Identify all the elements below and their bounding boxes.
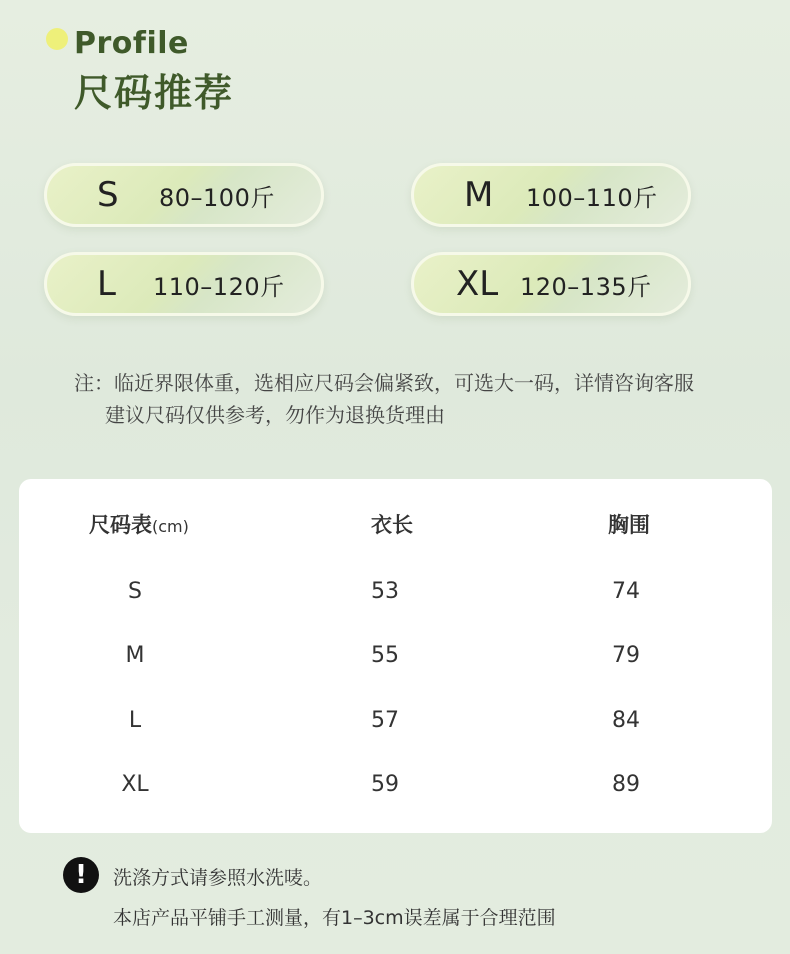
pill-size-label: XL <box>456 264 499 304</box>
row-size: XL <box>121 772 149 797</box>
row-size: S <box>128 579 142 604</box>
size-pill-l <box>44 252 324 316</box>
header-chest: 胸围 <box>608 513 650 537</box>
note-line-1: 注：临近界限体重，选相应尺码会偏紧致，可选大一码，详情咨询客服 <box>74 371 694 395</box>
size-pill-xl <box>411 252 691 316</box>
size-note <box>74 367 694 431</box>
pill-size-label: L <box>97 264 116 304</box>
wash-instruction: 洗涤方式请参照水洗唛。 <box>113 867 323 889</box>
row-length: 53 <box>371 579 399 604</box>
note-line-2: 建议尺码仅供参考，勿作为退换货理由 <box>105 403 445 427</box>
row-chest: 74 <box>612 579 640 604</box>
row-chest: 79 <box>612 643 640 668</box>
pill-weight-range: 110–120斤 <box>153 272 285 301</box>
row-chest: 84 <box>612 708 640 733</box>
table-row <box>19 572 772 612</box>
exclamation-icon: ! <box>63 857 99 893</box>
decorative-dot <box>46 28 68 50</box>
pill-size-label: S <box>97 175 119 215</box>
table-row <box>19 636 772 676</box>
size-pill-m <box>411 163 691 227</box>
row-length: 55 <box>371 643 399 668</box>
pill-weight-range: 80–100斤 <box>159 183 275 212</box>
size-table-card <box>19 479 772 833</box>
header-size-label: 尺码表 <box>89 513 152 537</box>
pill-size-label: M <box>464 175 494 215</box>
header-size <box>89 505 189 545</box>
pill-weight-range: 100–110斤 <box>526 183 658 212</box>
row-chest: 89 <box>612 772 640 797</box>
row-size: M <box>125 643 145 668</box>
page-title: 尺码推荐 <box>74 71 235 115</box>
row-size: L <box>128 708 142 733</box>
header-unit: (cm) <box>152 517 189 536</box>
row-length: 59 <box>371 772 399 797</box>
page-title-en: Profile <box>74 26 189 61</box>
measurement-note: 本店产品平铺手工测量，有1–3cm误差属于合理范围 <box>113 907 556 929</box>
table-row <box>19 701 772 741</box>
header-length: 衣长 <box>371 513 413 537</box>
pill-weight-range: 120–135斤 <box>520 272 652 301</box>
row-length: 57 <box>371 708 399 733</box>
size-pill-s <box>44 163 324 227</box>
table-header <box>19 505 772 545</box>
table-row <box>19 765 772 805</box>
